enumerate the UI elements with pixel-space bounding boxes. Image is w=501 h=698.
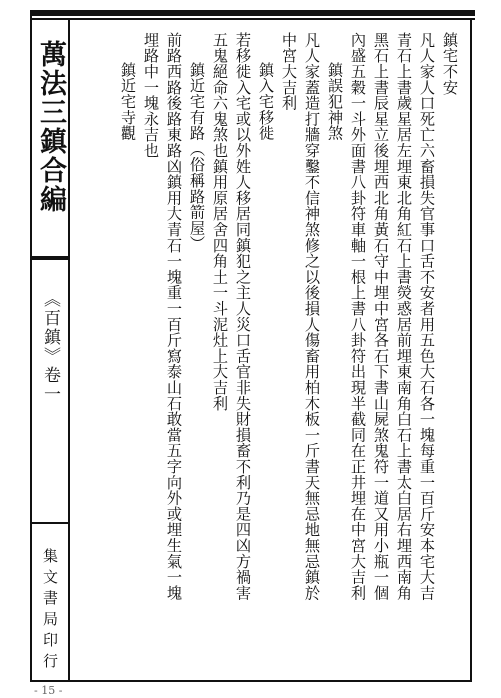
- frame-bottom-border: [30, 680, 472, 682]
- publisher-label: 集文書局印行: [41, 548, 59, 674]
- heading-zhen-ru-zhai-yi-xi: 鎮入宅移徙: [257, 62, 275, 141]
- vertical-text-block: [84, 32, 460, 672]
- text-column: 青石上書歲星居左埋東北角紅石上書熒惑居前埋東南角白石上書太白居右埋西南角: [395, 32, 413, 601]
- text-column: 凡人家人口死亡六畜損失官事口舌不安者用五色大石各一塊每重一百斤安本宅大吉: [418, 32, 436, 601]
- text-column: 中宮大吉利: [280, 32, 298, 111]
- heading-zhen-zhai-bu-an: 鎮宅不安: [441, 32, 459, 96]
- spine-rule-lower: [32, 522, 68, 524]
- top-border-thick: [30, 10, 475, 16]
- heading-zhen-jin-zhai-you-lu: 鎮近宅有路（俗稱路箭屋）: [188, 62, 206, 252]
- heading-zhen-wu-fan-shen-sha: 鎮誤犯神煞: [326, 62, 344, 141]
- text-column: 凡人家蓋造打牆穿鑿不信神煞修之以後損人傷畜用柏木板一斤書天無忌地無忌鎮於: [303, 32, 321, 601]
- text-column: 若移徙入宅或以外姓人移居同鎮犯之主人災口舌官非失財損畜不利乃是四凶方禍害: [234, 32, 252, 601]
- frame-right-border: [470, 18, 472, 680]
- heading-zhen-jin-zhai-si-guan: 鎮近宅寺觀: [119, 62, 137, 141]
- text-column: 埋路中一塊永吉也: [142, 32, 160, 159]
- spine-divider: [68, 18, 70, 680]
- spine-rule-upper: [32, 256, 68, 260]
- book-title: 萬法三鎮合編: [35, 40, 66, 214]
- text-column: 前路西路後路東路凶鎮用大青石一塊重一百斤寫泰山石敢當五字向外或埋生氣一塊: [165, 32, 183, 601]
- page-number: - 15 -: [34, 684, 63, 697]
- text-column: 黑石上書辰星立後埋西北角黃石守中埋中宮各石下書山屍煞鬼符一道又用小瓶一個: [372, 32, 390, 601]
- book-spine-margin: [32, 20, 68, 680]
- top-border-thin: [30, 18, 475, 20]
- text-column: 五鬼絕命六鬼煞也鎮用原居舍四角土一斗泥灶上大吉利: [211, 32, 229, 412]
- volume-label: 《百鎮》卷一: [40, 290, 60, 404]
- text-column: 內盛五穀一斗外面書八卦符車軸一根上書八卦符出現半截同在正井埋在中宮大吉利: [349, 32, 367, 601]
